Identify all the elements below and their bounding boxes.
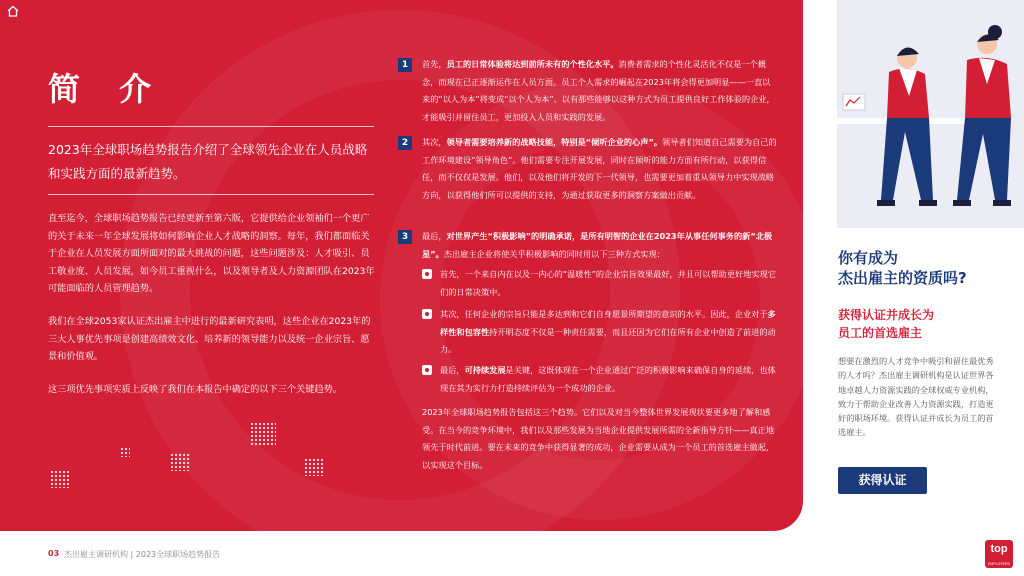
number-badge: 3 (398, 230, 412, 244)
bullet-icon (422, 309, 432, 319)
office-workers-illustration (837, 0, 1024, 228)
trend-text: 最后，对世界产生“积极影响”的明确承诺，是所有明智的企业在2023年从事任何事务的新“北极星”。杰出雇主企业将使关乎积极影响的同时用以下三种方式实现： (422, 231, 773, 259)
page-title: 简 介 (48, 70, 166, 108)
get-certified-button[interactable]: 获得认证 (838, 467, 927, 494)
page-number: 03 (48, 549, 60, 558)
dot-pattern (120, 447, 130, 457)
top-employers-logo: top EMPLOYERS (985, 540, 1013, 568)
body-paragraph: 我们在全球2053家认证杰出雇主中进行的最新研究表明，这些企业在2023年的三大人事优先事项是创建高绩效文化、培养新的领导能力以及统一企业宗旨、愿景和价值观。 (48, 316, 371, 363)
dot-pattern (304, 458, 324, 476)
body-paragraph: 这三项优先事项实质上反映了我们在本报告中确定的以下三个关键趋势。 (48, 384, 342, 395)
sidebar-body: 想要在激烈的人才竞争中吸引和留住最优秀的人才吗？杰出雇主调研机构是认证世界各地卓越人力资源实践的全球权威专业机构，致力于帮助企业改善人力资源实践，打造更好的职场环境。获得认证并成长为员工的首选雇主。 (838, 356, 994, 438)
bullet-icon (422, 269, 432, 279)
home-icon[interactable] (6, 4, 20, 18)
footer-text: 杰出雇主调研机构 | 2023全球职场趋势报告 (64, 550, 221, 559)
closing-paragraph: 2023年全球职场趋势报告包括这三个趋势。它们以及对当今整体世界发展现状要更多地了解和感受。在当今的竞争环境中，我们以及那些发展为当地企业提供发展所需的全新指导方针——真正地领先于时代前进。要在未来的竞争中获得显著的成功，企业需要从成为一个员工的首选雇主做起，以实现这个目标。 (422, 407, 775, 470)
body-paragraph: 直至迄今，全球职场趋势报告已经更新至第六版，它提供给企业领袖们一个更广的关于未来一年全球发展将如何影响企业人才战略的洞察。每年，我们都面临关于企业在人员发展方面所面对的最大挑战的问题，这些问题涉及：人才吸引、员工敬业度、人员发展，如今员工重视什么，以及领导者及人力资源团队在2023年可能面临的人员管理趋势。 (48, 213, 375, 295)
divider (48, 126, 374, 127)
dot-pattern (50, 470, 70, 488)
dot-pattern (250, 422, 276, 446)
trend-text: 其次，领导者需要培养新的战略技能，特别是“倾听企业的心声”。领导者们知道自己需要为自己的工作环境建设“领导角色”。他们需要专注开展发展，同时在倾听的能力方面有所行动，以获得信任，而不仅仅是发展。他们，以及他们将开发的下一代领导，也需要更加着重从领导力中实现战略方向，以获得他们所可以提供的支持，为通过获取更多的洞察方案做出贡献。 (422, 137, 777, 200)
number-badge: 2 (398, 136, 412, 150)
intro-text: 2023年全球职场趋势报告介绍了全球领先企业在人员战略和实践方面的最新趋势。 (48, 142, 368, 181)
trend-text: 首先，员工的日常体验将达到前所未有的个性化水平。消费者需求的个性化灵活化不仅是一个概念，而现在已正逐渐运作在人员方面。员工个人需求的崛起在2023年将会得更加明显——一直以来的“以人为本”将变成“以个人为本”。以有那些能够以这种方式为员工提供良好工作体验的企业，才能吸引并留住员工，更加投入人员和实践的发展。 (422, 59, 775, 122)
sidebar-subtitle: 获得认证并成长为 员工的首选雇主 (838, 308, 935, 340)
bullet-icon (422, 365, 432, 375)
dot-pattern (170, 453, 190, 471)
number-badge: 1 (398, 58, 412, 72)
divider (48, 194, 374, 195)
sidebar-question: 你有成为 杰出雇主的资质吗? (838, 249, 967, 287)
red-content-panel: 简 介 2023年全球职场趋势报告介绍了全球领先企业在人员战略和实践方面的最新趋势。 直至迄今，全球职场趋势报告已经更新至第六版，它提供给企业领袖们一个更广的关于未来一年全球发展将如何影响企业人才战略的洞察。每年，我们都面临关于企业在人员发展方面所面对的最大挑战的问题，这些问题涉及：人才吸引、员工敬业度、人员发展，如今员工重视什么，以及领导者及人力资源团队在2023年可能面临的人员管理趋势。 我们在全球2053家认证杰出雇主中进行的最新研究表明，这些企业在2023年的三大人事优先事项是创建高绩效文化、培养新的领导能力以及统一企业宗旨、愿景和价值观。 这三项优先事项实质上反映了我们在本报告中确定的以下三个关键趋势。 1 首先，员工的日常体验将达到前所未有的个性化水平。消费者需求的个性化灵活化不仅是一个概念，而现在已正逐渐运作在人员方面。员工个人需求的崛起在2023年将会得更加明显——一直以来的“以人为本”将变成“以个人为本”。以有那些能够以这种方式为员工提供良好工作体验的企业，才能吸引并留住员工，更加投入人员和实践的发展。 2 其次，领导者需要培养新的战略技能，特别是“倾听企业的心声”。领导者们知道自己需要为自己的工作环境建设“领导角色”。他们需要专注开展发展，同时在倾听的能力方面有所行动，以获得信任，而不仅仅是发展。他们，以及他们将开发的下一代领导，也需要更加着重从领导力中实现战略方向，以获得他们所可以提供的支持，为通过获取更多的洞察方案做出贡献。 3 最后，对世界产生“积极影响”的明确承诺，是所有明智的企业在2023年从事任何事务的新“北极星”。杰出雇主企业将使关乎积极影响的同时用以下三种方式实现： 首先，一个来自内在以及一内心的“温暖性”的企业宗旨效果最好，并且可以帮助更好地实现它们的日常决策中。 其次，任何企业的宗旨只能是多达到和它们自身愿景所期望的意识的水平。因此，企业对于多样性和包容性持开明态度不仅是一种责任需要，而且还因为它们在所有企业中创造了前进的动力。 最后，可持续发展是关键，这既体现在一个企业通过广泛的积极影响来确保自身的延续，也体现在其为实行力打造持续评估为一个成功的企业。 2023年全球职场趋势报告包括这三个趋势。它们以及对当今整体世界发展现状要更多地了解和感受。在当今的竞争环境中，我们以及那些发展为当地企业提供发展所需的全新指导方针——真正地领先于时代前进。要在未来的竞争中获得显著的成功，企业需要从成为一个员工的首选雇主做起，以实现这个目标。 (0, 0, 803, 531)
